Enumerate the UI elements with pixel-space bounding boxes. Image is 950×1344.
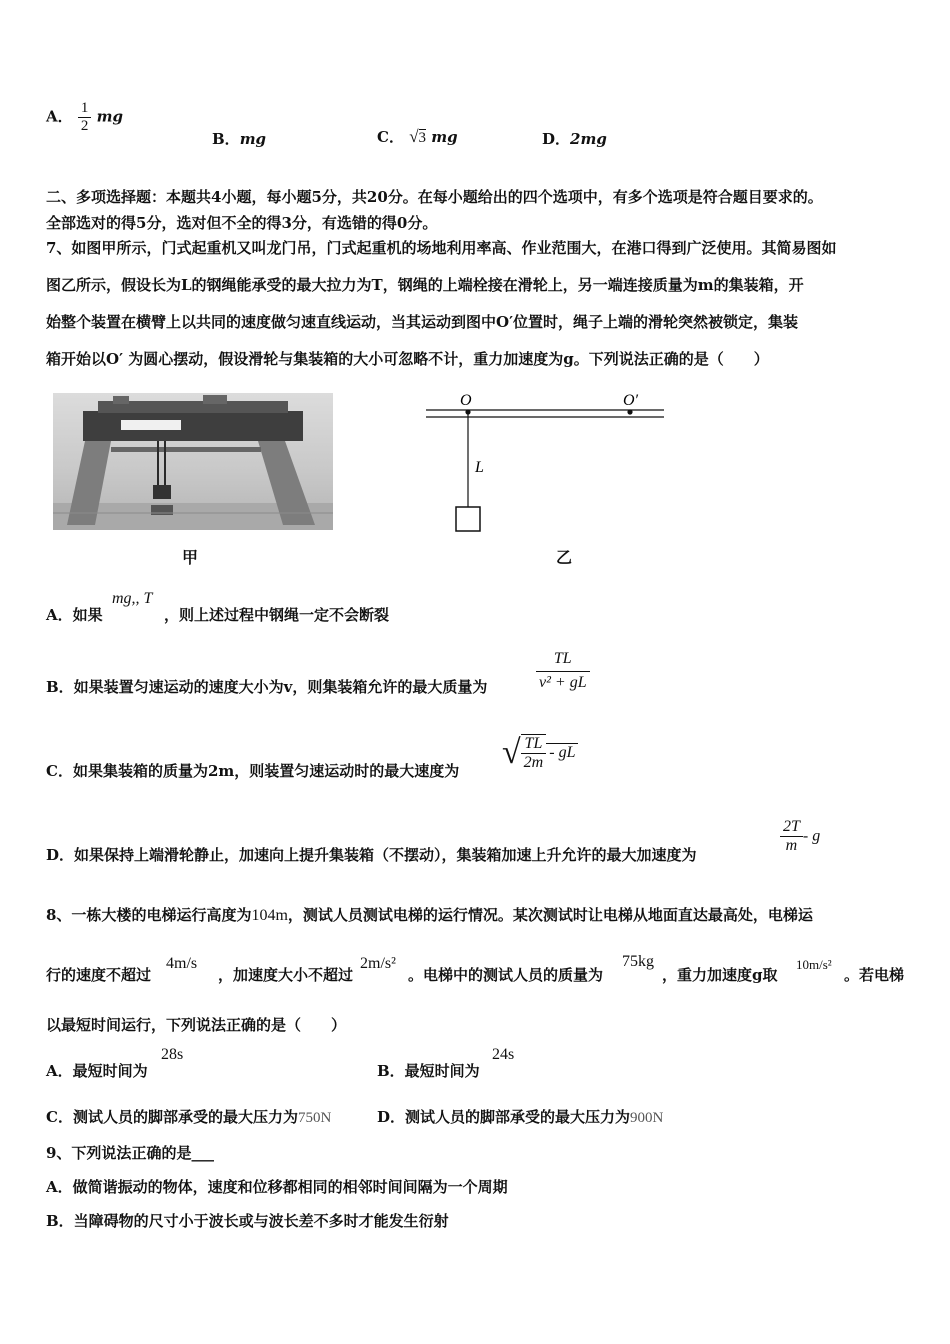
q7-option-a-condition: mg,, T: [112, 590, 153, 607]
q7-option-d-expression: $\frac{2T}{m}$ - g: [780, 818, 820, 855]
q8-option-c: C．测试人员的脚部承受的最大压力为750N: [46, 1108, 332, 1126]
q9-option-a: A．做简谐振动的物体，速度和位移都相同的相邻时间间隔为一个周期: [46, 1178, 508, 1196]
diagram-caption: 乙: [556, 548, 573, 567]
q7-option-a-tail: ，则上述过程中钢绳一定不会断裂: [164, 606, 390, 624]
q8-stem-line2-b: ，加速度大小不超过: [218, 966, 354, 984]
q8-stem-line3: 以最短时间运行，下列说法正确的是（ ）: [46, 1016, 347, 1034]
q8-stem-line2-d: ，重力加速度g取: [662, 966, 778, 984]
q7-stem-line4: 箱开始以O′ 为圆心摆动，假设滑轮与集装箱的大小可忽略不计，重力加速度为g。下列说法正确的是（ ）: [46, 350, 769, 368]
q8-g-value: 10m/s²: [796, 957, 832, 972]
q7-option-b: B．如果装置匀速运动的速度大小为v，则集装箱允许的最大质量为: [46, 678, 488, 696]
pulley-o: [465, 409, 470, 414]
q6-option-b: B．mg: [212, 130, 267, 148]
q7-option-c-expression: √ $\frac{TL}{2m}$ - gL: [502, 734, 578, 772]
section2-heading-line1: 二、多项选择题：本题共4小题，每小题5分，共20分。在每小题给出的四个选项中，有多个选项是符合题目要求的。: [46, 188, 823, 206]
q8-option-a: A．最短时间为: [46, 1062, 148, 1080]
container-box: [456, 507, 480, 531]
photo-caption: 甲: [182, 548, 199, 567]
label-rope-length: L: [475, 459, 484, 476]
label-o: O: [460, 392, 472, 409]
q7-option-b-fraction: $\frac{TL}{\text{v² + gL}}$: [536, 650, 590, 692]
gantry-crane-photo: [53, 393, 333, 530]
q6-option-d: D．2mg: [542, 130, 607, 148]
q8-stem-line2-c: 。电梯中的测试人员的质量为: [408, 966, 604, 984]
q9-option-b: B．当障碍物的尺寸小于波长或与波长差不多时才能发生衍射: [46, 1212, 449, 1230]
q7-option-d: D．如果保持上端滑轮静止，加速向上提升集装箱（不摆动），集装箱加速上升允许的最大加速度为: [46, 846, 697, 864]
section2-heading-line2: 全部选对的得5分，选对但不全的得3分，有选错的得0分。: [46, 214, 438, 232]
q8-stem-line2-e: 。若电梯: [844, 966, 905, 984]
pulley-o-prime: [627, 409, 632, 414]
q8-option-d: D．测试人员的脚部承受的最大压力为900N: [377, 1108, 664, 1126]
pendulum-diagram: [420, 388, 670, 548]
q8-option-a-value: 28s: [161, 1046, 184, 1063]
q8-speed-limit: 4m/s: [166, 955, 198, 972]
q8-stem-line1: 8、一栋大楼的电梯运行高度为104m，测试人员测试电梯的运行情况。某次测试时让电梯从地面直达最高处，电梯运: [46, 906, 813, 924]
q8-option-b-value: 24s: [492, 1046, 515, 1063]
gantry-crane-illustration: [53, 393, 333, 530]
q7-stem-line1: 7、如图甲所示，门式起重机又叫龙门吊，门式起重机的场地利用率高、作业范围大，在港口得到广泛使用。其简易图如: [46, 239, 837, 257]
q9-stem: 9、下列说法正确的是___: [46, 1144, 214, 1162]
q8-option-b: B．最短时间为: [377, 1062, 480, 1080]
q7-stem-line2: 图乙所示，假设长为L的钢绳能承受的最大拉力为T，钢绳的上端栓接在滑轮上，另一端连接质量为m的集装箱，开: [46, 276, 804, 294]
q8-accel-limit: 2m/s²: [360, 955, 396, 972]
q7-stem-line3: 始整个装置在横臂上以共同的速度做匀速直线运动，当其运动到图中O′位置时，绳子上端的滑轮突然被锁定，集装: [46, 313, 799, 331]
label-o-prime: O′: [623, 392, 639, 409]
q8-stem-line2-a: 行的速度不超过: [46, 966, 152, 984]
q7-option-c: C．如果集装箱的质量为2m，则装置匀速运动时的最大速度为: [46, 762, 460, 780]
q7-option-a: A．如果: [46, 606, 103, 624]
q8-mass: 75kg: [622, 953, 654, 970]
q6-option-a-fraction: $\frac{1}{2}$: [78, 100, 92, 135]
q6-option-c: C． √3 mg: [377, 127, 458, 146]
q6-option-a: A． $\frac{1}{2}$ mg: [46, 100, 123, 134]
